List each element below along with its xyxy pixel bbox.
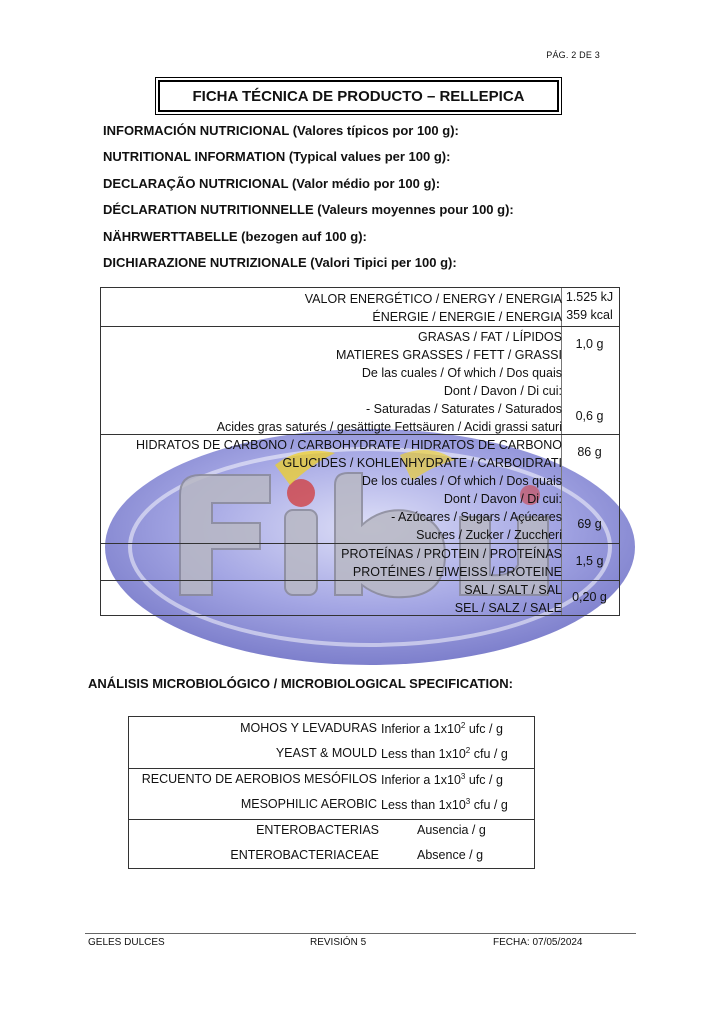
page-number: PÁG. 2 DE 3 (546, 50, 600, 60)
micro-label: ENTEROBACTERIAS (256, 823, 379, 837)
micro-value: Less than $1x10^3$ cfu / g (381, 797, 508, 813)
carbohydrate-row (101, 435, 619, 544)
micro-row (129, 819, 534, 844)
saturates-value: 0,6 g (575, 409, 604, 423)
micro-title: ANÁLISIS MICROBIOLÓGICO / MICROBIOLOGICAL SPECIFICATION: (88, 676, 513, 691)
carb-line-2: GLUCIDES / KOHLENHYDRATE / CARBOIDRATI (282, 456, 562, 470)
fat-row (101, 327, 619, 435)
carb-line-5: - Azúcares / Sugars / Açúcares (391, 510, 562, 524)
energy-row (101, 288, 619, 327)
document-title: FICHA TÉCNICA DE PRODUCTO – RELLEPICA (158, 80, 559, 112)
micro-value: Less than $1x10^2$ cfu / g (381, 746, 508, 762)
carb-line-3: De los cuales / Of which / Dos quais (361, 474, 562, 488)
fat-line-1: GRASAS / FAT / LÍPIDOS (417, 330, 562, 344)
salt-row (101, 581, 619, 617)
micro-row (129, 742, 534, 768)
footer-left: GELES DULCES (88, 937, 165, 948)
salt-value: 0,20 g (572, 590, 607, 604)
energy-value-kj: 1.525 kJ (565, 290, 614, 304)
micro-label: MESOPHILIC AEROBIC (240, 797, 377, 812)
micro-row (129, 844, 534, 869)
fat-value: 1,0 g (575, 337, 604, 351)
footer-divider (85, 933, 636, 934)
energy-value-kcal: 359 kcal (566, 308, 613, 322)
heading-pt: DECLARAÇÃO NUTRICIONAL (Valor médio por 100 g): (103, 175, 441, 191)
protein-row (101, 544, 619, 581)
micro-row (129, 717, 534, 742)
fat-line-4: Dont / Davon / Di cui: (443, 384, 562, 398)
sugars-value: 69 g (577, 517, 602, 531)
fat-line-3: De las cuales / Of which / Dos quais (361, 366, 562, 380)
heading-de: NÄHRWERTTABELLE (bezogen auf 100 g): (103, 228, 367, 244)
energy-label-1: VALOR ENERGÉTICO / ENERGY / ENERGIA (304, 292, 562, 306)
fat-line-6: Acides gras saturés / gesättigte Fettsäuren / Acidi grassi saturi (216, 420, 562, 434)
carb-line-1: HIDRATOS DE CARBONO / CARBOHYDRATE / HIDRATOS DE CARBONO (136, 438, 562, 452)
heading-en: NUTRITIONAL INFORMATION (Typical values per 100 g): (103, 149, 451, 165)
salt-line-1: SAL / SALT / SAL (464, 583, 562, 597)
micro-value: Ausencia / g (417, 823, 486, 837)
nutrition-headings (103, 118, 514, 276)
heading-fr: DÉCLARATION NUTRITIONNELLE (Valeurs moyennes pour 100 g): (103, 202, 514, 218)
micro-row (129, 768, 534, 793)
carbohydrate-value: 86 g (577, 445, 602, 459)
micro-label: MOHOS Y LEVADURAS (240, 721, 377, 735)
protein-line-1: PROTEÍNAS / PROTEIN / PROTEÍNAS (341, 547, 562, 561)
microbiological-table (128, 716, 535, 869)
energy-label-2: ÉNERGIE / ENERGIE / ENERGIA (372, 310, 562, 324)
micro-label: RECUENTO DE AEROBIOS MESÓFILOS (141, 772, 377, 786)
heading-it: DICHIARAZIONE NUTRIZIONALE (Valori Tipici per 100 g): (103, 255, 457, 271)
micro-label: YEAST & MOULD (275, 746, 377, 761)
protein-line-2: PROTÉINES / EIWEISS / PROTEINE (352, 565, 562, 579)
protein-value: 1,5 g (575, 554, 604, 568)
heading-es: INFORMACIÓN NUTRICIONAL (Valores típicos por 100 g): (103, 123, 459, 138)
fat-line-5: - Saturadas / Saturates / Saturados (366, 402, 562, 416)
carb-line-6: Sucres / Zucker / Zuccheri (416, 528, 562, 542)
footer-right: FECHA: 07/05/2024 (493, 937, 583, 948)
carb-line-4: Dont / Davon / Di cui: (443, 492, 562, 506)
nutrition-table (100, 287, 620, 616)
micro-value: Absence / g (417, 848, 484, 863)
salt-line-2: SEL / SALZ / SALE (454, 601, 562, 615)
micro-label: ENTEROBACTERIACEAE (230, 848, 379, 863)
micro-row (129, 793, 534, 819)
micro-value: Inferior a $1x10^3$ ufc / g (381, 772, 503, 788)
footer-center: REVISIÓN 5 (310, 937, 367, 948)
title-box (155, 77, 562, 115)
micro-value: Inferior a $1x10^2$ ufc / g (381, 721, 503, 737)
fat-line-2: MATIERES GRASSES / FETT / GRASSI (336, 348, 562, 362)
